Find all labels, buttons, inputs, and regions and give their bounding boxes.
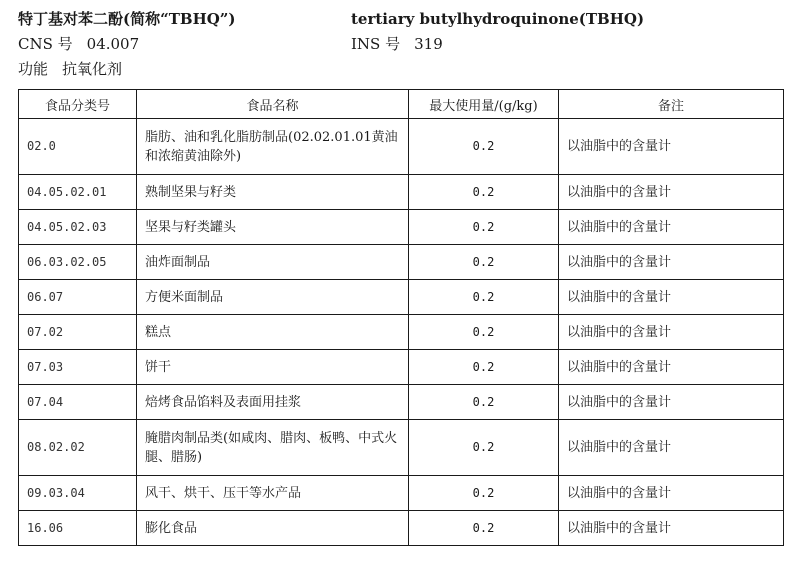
column-header-name: 食品名称 [137,90,409,119]
food-name: 脂肪、油和乳化脂肪制品(02.02.01.01黄油和浓缩黄油除外) [137,119,409,175]
note: 以油脂中的含量计 [559,315,784,350]
note: 以油脂中的含量计 [559,119,784,175]
note: 以油脂中的含量计 [559,350,784,385]
table-row [19,385,784,420]
note: 以油脂中的含量计 [559,280,784,315]
max-usage: 0.2 [409,350,559,385]
max-usage: 0.2 [409,280,559,315]
table-header-row [19,90,784,119]
food-name: 膨化食品 [137,511,409,546]
column-header-max-usage: 最大使用量/(g/kg) [409,90,559,119]
function-label: 功能 [18,60,49,78]
food-category-code: 08.02.02 [19,420,137,476]
name-row [18,8,778,33]
max-usage: 0.2 [409,210,559,245]
note: 以油脂中的含量计 [559,175,784,210]
food-category-code: 04.05.02.03 [19,210,137,245]
function [18,58,122,80]
food-name: 方便米面制品 [137,280,409,315]
note: 以油脂中的含量计 [559,420,784,476]
max-usage: 0.2 [409,420,559,476]
max-usage: 0.2 [409,476,559,511]
table-row [19,511,784,546]
max-usage: 0.2 [409,175,559,210]
note: 以油脂中的含量计 [559,511,784,546]
table-row [19,315,784,350]
ins-number [351,33,443,55]
food-name: 腌腊肉制品类(如咸肉、腊肉、板鸭、中式火腿、腊肠) [137,420,409,476]
food-name: 坚果与籽类罐头 [137,210,409,245]
food-name: 熟制坚果与籽类 [137,175,409,210]
food-name: 油炸面制品 [137,245,409,280]
cns-value: 04.007 [86,35,140,53]
table-row [19,350,784,385]
food-category-code: 07.02 [19,315,137,350]
note: 以油脂中的含量计 [559,476,784,511]
additive-name-en: tertiary butylhydroquinone(TBHQ) [351,10,645,28]
food-category-code: 09.03.04 [19,476,137,511]
food-name: 风干、烘干、压干等水产品 [137,476,409,511]
note: 以油脂中的含量计 [559,245,784,280]
food-category-code: 06.03.02.05 [19,245,137,280]
table-row [19,420,784,476]
food-category-code: 07.04 [19,385,137,420]
table-row [19,280,784,315]
max-usage: 0.2 [409,245,559,280]
code-row [18,33,778,58]
food-category-code: 16.06 [19,511,137,546]
column-header-code: 食品分类号 [19,90,137,119]
food-category-code: 07.03 [19,350,137,385]
food-category-code: 02.0 [19,119,137,175]
ins-value: 319 [414,35,443,53]
food-name: 糕点 [137,315,409,350]
note: 以油脂中的含量计 [559,385,784,420]
usage-table [18,89,784,546]
table-row [19,210,784,245]
additive-header [18,8,778,83]
max-usage: 0.2 [409,385,559,420]
max-usage: 0.2 [409,511,559,546]
function-value: 抗氧化剂 [62,60,123,78]
food-name: 焙烤食品馅料及表面用挂浆 [137,385,409,420]
column-header-note: 备注 [559,90,784,119]
cns-label: CNS 号 [18,35,73,53]
note: 以油脂中的含量计 [559,210,784,245]
ins-label: INS 号 [351,35,401,53]
max-usage: 0.2 [409,119,559,175]
food-category-code: 06.07 [19,280,137,315]
cns-number [18,33,139,55]
max-usage: 0.2 [409,315,559,350]
table-row [19,119,784,175]
table-row [19,245,784,280]
food-name: 饼干 [137,350,409,385]
additive-name-cn: 特丁基对苯二酚(简称“TBHQ”) [18,10,236,28]
table-row [19,476,784,511]
function-row [18,58,778,83]
table-row [19,175,784,210]
food-category-code: 04.05.02.01 [19,175,137,210]
